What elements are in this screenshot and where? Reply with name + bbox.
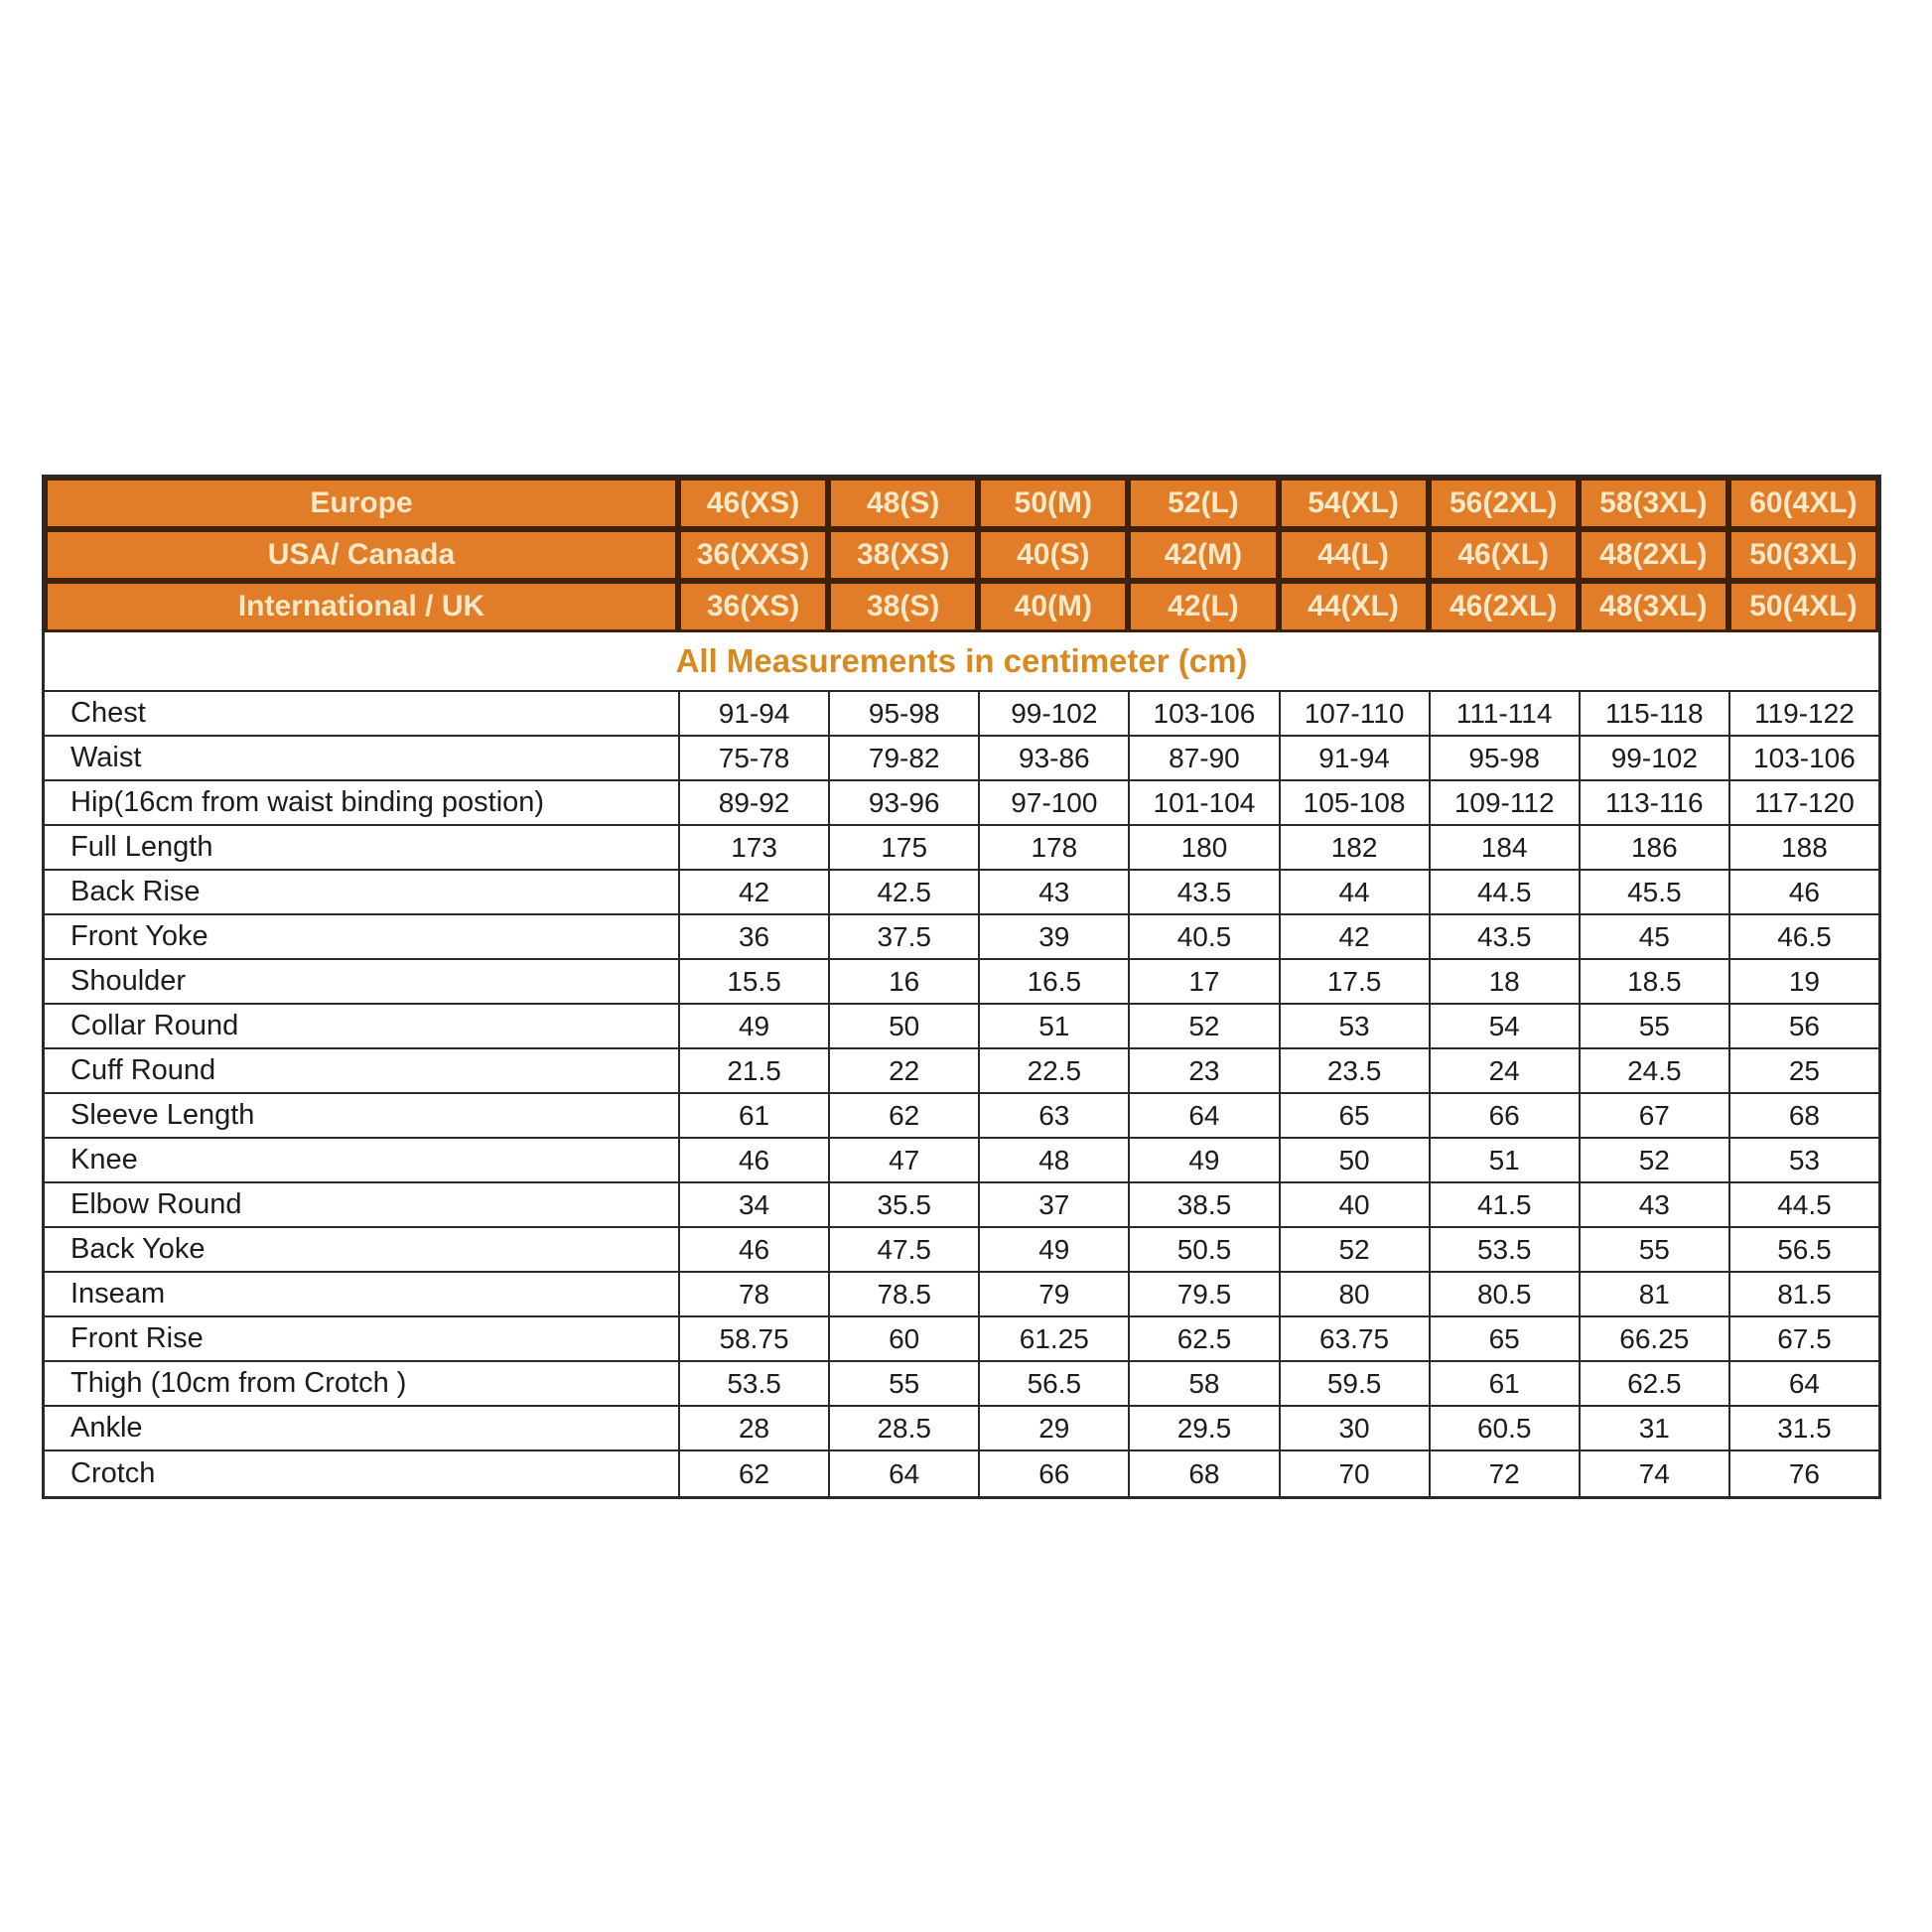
measurement-value: 188 (1728, 826, 1878, 871)
size-cell-international-uk: 40(M) (978, 581, 1128, 632)
measurement-value: 31 (1579, 1407, 1728, 1451)
measurement-value: 53.5 (678, 1362, 828, 1407)
region-label-international-uk: International / UK (45, 581, 678, 632)
measurement-value: 180 (1128, 826, 1278, 871)
measurement-value: 81.5 (1728, 1273, 1878, 1317)
size-cell-usa-canada: 50(3XL) (1728, 529, 1878, 581)
table-row (45, 1094, 1878, 1139)
measurement-value: 31.5 (1728, 1407, 1878, 1451)
measurement-value: 52 (1128, 1005, 1278, 1049)
measurement-value: 43 (1579, 1183, 1728, 1228)
measurement-label: Front Yoke (45, 915, 678, 960)
size-cell-international-uk: 36(XS) (678, 581, 828, 632)
size-cell-usa-canada: 38(XS) (828, 529, 978, 581)
measurement-value: 80.5 (1429, 1273, 1579, 1317)
size-cell-europe: 56(2XL) (1429, 478, 1579, 529)
measurement-value: 17.5 (1279, 960, 1429, 1005)
size-cell-international-uk: 48(3XL) (1579, 581, 1728, 632)
size-cell-usa-canada: 36(XXS) (678, 529, 828, 581)
measurement-value: 65 (1279, 1094, 1429, 1139)
measurement-value: 17 (1128, 960, 1278, 1005)
measurement-value: 117-120 (1728, 781, 1878, 826)
measurement-value: 95-98 (828, 692, 978, 737)
measurement-value: 115-118 (1579, 692, 1728, 737)
measurement-value: 62.5 (1128, 1317, 1278, 1362)
measurement-value: 79.5 (1128, 1273, 1278, 1317)
measurements-unit-note: All Measurements in centimeter (cm) (45, 632, 1878, 692)
measurement-value: 109-112 (1429, 781, 1579, 826)
measurement-value: 70 (1279, 1451, 1429, 1496)
size-cell-international-uk: 50(4XL) (1728, 581, 1878, 632)
measurement-value: 36 (678, 915, 828, 960)
measurement-value: 97-100 (978, 781, 1128, 826)
size-cell-usa-canada: 40(S) (978, 529, 1128, 581)
measurement-value: 18.5 (1579, 960, 1728, 1005)
measurement-value: 81 (1579, 1273, 1728, 1317)
measurement-value: 58 (1128, 1362, 1278, 1407)
size-cell-europe: 46(XS) (678, 478, 828, 529)
measurement-value: 61.25 (978, 1317, 1128, 1362)
measurement-value: 66 (1429, 1094, 1579, 1139)
measurement-label: Collar Round (45, 1005, 678, 1049)
measurement-value: 53 (1728, 1139, 1878, 1183)
measurement-value: 52 (1279, 1228, 1429, 1273)
measurement-value: 49 (678, 1005, 828, 1049)
measurement-value: 72 (1429, 1451, 1579, 1496)
measurement-value: 40.5 (1128, 915, 1278, 960)
measurement-value: 62 (678, 1451, 828, 1496)
measurement-value: 61 (1429, 1362, 1579, 1407)
measurement-value: 113-116 (1579, 781, 1728, 826)
measurement-value: 103-106 (1728, 737, 1878, 781)
measurement-value: 37.5 (828, 915, 978, 960)
measurement-value: 16.5 (978, 960, 1128, 1005)
measurement-value: 29.5 (1128, 1407, 1278, 1451)
measurement-value: 41.5 (1429, 1183, 1579, 1228)
measurement-value: 91-94 (678, 692, 828, 737)
table-row (45, 1049, 1878, 1094)
measurement-value: 58.75 (678, 1317, 828, 1362)
size-cell-international-uk: 46(2XL) (1429, 581, 1579, 632)
size-cell-international-uk: 42(L) (1128, 581, 1278, 632)
size-cell-international-uk: 44(XL) (1279, 581, 1429, 632)
measurement-value: 99-102 (978, 692, 1128, 737)
measurement-label: Back Yoke (45, 1228, 678, 1273)
measurement-value: 178 (978, 826, 1128, 871)
measurement-value: 68 (1728, 1094, 1878, 1139)
measurement-value: 64 (1728, 1362, 1878, 1407)
measurement-label: Shoulder (45, 960, 678, 1005)
measurement-label: Chest (45, 692, 678, 737)
measurement-value: 59.5 (1279, 1362, 1429, 1407)
size-chart-table (42, 475, 1881, 1499)
measurement-value: 25 (1728, 1049, 1878, 1094)
table-row (45, 1139, 1878, 1183)
measurement-value: 24.5 (1579, 1049, 1728, 1094)
measurement-value: 184 (1429, 826, 1579, 871)
measurement-value: 22 (828, 1049, 978, 1094)
table-row (45, 1005, 1878, 1049)
table-body (45, 692, 1878, 1496)
measurement-value: 29 (978, 1407, 1128, 1451)
measurement-value: 15.5 (678, 960, 828, 1005)
measurement-value: 28 (678, 1407, 828, 1451)
size-cell-europe: 60(4XL) (1728, 478, 1878, 529)
measurement-value: 50.5 (1128, 1228, 1278, 1273)
size-cell-international-uk: 38(S) (828, 581, 978, 632)
measurement-value: 49 (978, 1228, 1128, 1273)
size-cell-europe: 48(S) (828, 478, 978, 529)
measurement-value: 44.5 (1429, 871, 1579, 915)
measurement-value: 47 (828, 1139, 978, 1183)
measurement-value: 50 (1279, 1139, 1429, 1183)
measurement-label: Front Rise (45, 1317, 678, 1362)
table-row (45, 737, 1878, 781)
size-cell-europe: 50(M) (978, 478, 1128, 529)
measurement-value: 175 (828, 826, 978, 871)
measurement-value: 51 (1429, 1139, 1579, 1183)
measurement-value: 49 (1128, 1139, 1278, 1183)
measurement-value: 30 (1279, 1407, 1429, 1451)
measurement-value: 44.5 (1728, 1183, 1878, 1228)
measurement-value: 43.5 (1128, 871, 1278, 915)
measurement-value: 40 (1279, 1183, 1429, 1228)
measurement-value: 111-114 (1429, 692, 1579, 737)
measurement-value: 43.5 (1429, 915, 1579, 960)
measurement-value: 74 (1579, 1451, 1728, 1496)
measurement-value: 37 (978, 1183, 1128, 1228)
measurement-value: 103-106 (1128, 692, 1278, 737)
measurement-value: 47.5 (828, 1228, 978, 1273)
measurement-value: 51 (978, 1005, 1128, 1049)
measurement-label: Thigh (10cm from Crotch ) (45, 1362, 678, 1407)
table-row (45, 1228, 1878, 1273)
table-row (45, 1273, 1878, 1317)
measurement-value: 35.5 (828, 1183, 978, 1228)
measurement-value: 56 (1728, 1005, 1878, 1049)
measurement-value: 119-122 (1728, 692, 1878, 737)
measurement-value: 93-96 (828, 781, 978, 826)
measurement-value: 55 (1579, 1228, 1728, 1273)
table-row (45, 1317, 1878, 1362)
measurement-value: 79 (978, 1273, 1128, 1317)
measurement-label: Hip(16cm from waist binding postion) (45, 781, 678, 826)
measurement-value: 64 (1128, 1094, 1278, 1139)
measurement-value: 99-102 (1579, 737, 1728, 781)
header-row-international-uk (45, 581, 1878, 632)
measurement-value: 61 (678, 1094, 828, 1139)
measurement-label: Knee (45, 1139, 678, 1183)
size-cell-usa-canada: 46(XL) (1429, 529, 1579, 581)
measurement-label: Ankle (45, 1407, 678, 1451)
measurement-value: 42 (678, 871, 828, 915)
measurement-label: Crotch (70, 1457, 156, 1489)
region-label-europe: Europe (45, 478, 678, 529)
measurement-value: 80 (1279, 1273, 1429, 1317)
table-row (45, 960, 1878, 1005)
measurement-value: 56.5 (978, 1362, 1128, 1407)
measurement-value: 16 (828, 960, 978, 1005)
measurement-label: Waist (45, 737, 678, 781)
measurement-label: Cuff Round (45, 1049, 678, 1094)
measurement-value: 50 (828, 1005, 978, 1049)
measurement-value: 55 (1579, 1005, 1728, 1049)
measurement-value: 45 (1579, 915, 1728, 960)
measurement-value: 46 (678, 1228, 828, 1273)
measurement-value: 42 (1279, 915, 1429, 960)
measurement-value: 186 (1579, 826, 1728, 871)
size-cell-usa-canada: 42(M) (1128, 529, 1278, 581)
size-cell-europe: 52(L) (1128, 478, 1278, 529)
measurement-value: 60 (828, 1317, 978, 1362)
measurement-value: 62 (828, 1094, 978, 1139)
measurement-value: 54 (1429, 1005, 1579, 1049)
measurement-value: 46 (678, 1139, 828, 1183)
table-row (45, 1407, 1878, 1451)
measurement-value: 53 (1279, 1005, 1429, 1049)
measurement-value: 105-108 (1279, 781, 1429, 826)
measurement-value: 53.5 (1429, 1228, 1579, 1273)
measurement-value: 48 (978, 1139, 1128, 1183)
measurement-value: 75-78 (678, 737, 828, 781)
measurement-value: 67 (1579, 1094, 1728, 1139)
measurement-value: 46 (1728, 871, 1878, 915)
measurement-value: 66 (978, 1451, 1128, 1496)
size-cell-europe: 54(XL) (1279, 478, 1429, 529)
table-row (45, 781, 1878, 826)
measurement-value: 19 (1728, 960, 1878, 1005)
measurement-value: 101-104 (1128, 781, 1278, 826)
measurement-value: 46.5 (1728, 915, 1878, 960)
size-cell-usa-canada: 48(2XL) (1579, 529, 1728, 581)
header-row-europe (45, 478, 1878, 529)
measurement-value: 78.5 (828, 1273, 978, 1317)
measurement-value: 63 (978, 1094, 1128, 1139)
measurement-value: 68 (1128, 1451, 1278, 1496)
measurement-value: 56.5 (1728, 1228, 1878, 1273)
measurement-value: 79-82 (828, 737, 978, 781)
measurement-value: 44 (1279, 871, 1429, 915)
measurement-value: 89-92 (678, 781, 828, 826)
measurement-value: 23.5 (1279, 1049, 1429, 1094)
measurement-value: 24 (1429, 1049, 1579, 1094)
measurement-value: 22.5 (978, 1049, 1128, 1094)
measurement-value: 87-90 (1128, 737, 1278, 781)
measurement-value: 76 (1728, 1451, 1878, 1496)
measurement-value: 55 (828, 1362, 978, 1407)
measurement-value: 45.5 (1579, 871, 1728, 915)
measurement-label: Full Length (45, 826, 678, 871)
measurement-label: Back Rise (45, 871, 678, 915)
measurement-value: 38.5 (1128, 1183, 1278, 1228)
table-row (45, 826, 1878, 871)
measurement-value: 34 (678, 1183, 828, 1228)
measurement-value: 182 (1279, 826, 1429, 871)
measurement-value: 78 (678, 1273, 828, 1317)
measurement-value: 107-110 (1279, 692, 1429, 737)
measurement-value: 93-86 (978, 737, 1128, 781)
measurement-value: 64 (828, 1451, 978, 1496)
measurement-value: 28.5 (828, 1407, 978, 1451)
measurement-value: 66.25 (1579, 1317, 1728, 1362)
measurement-value: 42.5 (828, 871, 978, 915)
measurement-label: Sleeve Length (45, 1094, 678, 1139)
table-row (45, 1451, 1878, 1496)
measurement-label: Inseam (45, 1273, 678, 1317)
table-row (45, 1183, 1878, 1228)
measurement-value: 18 (1429, 960, 1579, 1005)
table-row (45, 871, 1878, 915)
measurement-value: 62.5 (1579, 1362, 1728, 1407)
measurement-value: 67.5 (1728, 1317, 1878, 1362)
measurement-value: 43 (978, 871, 1128, 915)
measurement-value: 95-98 (1429, 737, 1579, 781)
table-row (45, 692, 1878, 737)
header-row-usa-canada (45, 529, 1878, 581)
region-label-usa-canada: USA/ Canada (45, 529, 678, 581)
measurement-value: 52 (1579, 1139, 1728, 1183)
table-row (45, 915, 1878, 960)
measurement-value: 65 (1429, 1317, 1579, 1362)
measurement-value: 173 (678, 826, 828, 871)
size-cell-europe: 58(3XL) (1579, 478, 1728, 529)
table-row (45, 1362, 1878, 1407)
measurement-value: 63.75 (1279, 1317, 1429, 1362)
measurement-value: 21.5 (678, 1049, 828, 1094)
measurement-value: 60.5 (1429, 1407, 1579, 1451)
measurement-value: 23 (1128, 1049, 1278, 1094)
measurement-value: 91-94 (1279, 737, 1429, 781)
measurement-value: 39 (978, 915, 1128, 960)
measurement-label: Elbow Round (45, 1183, 678, 1228)
size-cell-usa-canada: 44(L) (1279, 529, 1429, 581)
